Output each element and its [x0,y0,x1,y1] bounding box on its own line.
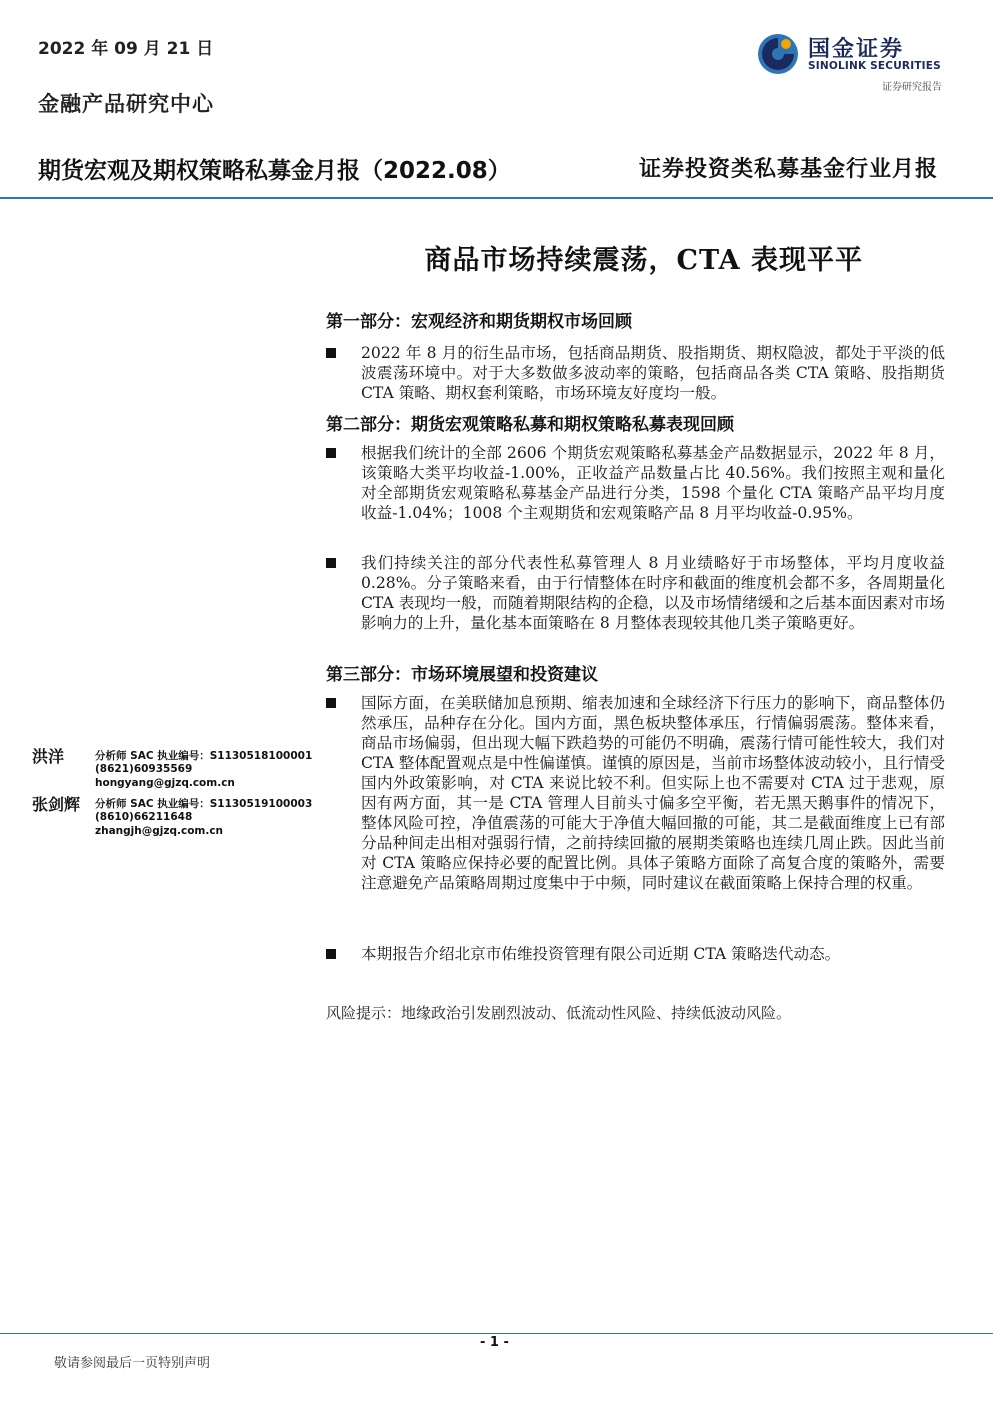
section-heading: 第二部分：期货宏观策略私募和期权策略私募表现回顾 [326,415,734,435]
analyst-email[interactable]: zhangjh@gjzq.com.cn [95,825,224,837]
bullet-square-icon [326,348,336,358]
footer-divider [0,1333,993,1334]
analyst-email[interactable]: hongyang@gjzq.com.cn [95,777,235,789]
disclaimer-note: 敬请参阅最后一页特别声明 [54,1356,211,1371]
analyst-phone: (8621)60935569 [95,763,193,775]
bullet-text: 我们持续关注的部分代表性私募管理人 8 月业绩略好于市场整体，平均月度收益 0.28%。分子策略来看，由于行情整体在时序和截面的维度机会都不多，各周期量化 CTA 表现均一般，而随着期限结构的企稳，以及市场情绪缓和之后基本面因素对市场影响力的上升，量化基本面策略在 8 月整体表现较其他几类子策略更好。 [361,554,945,632]
bullet-text: 2022 年 8 月的衍生品市场，包括商品期货、股指期货、期权隐波，都处于平淡的低波震荡环境中。对于大多数做多波动率的策略，包括商品各类 CTA 策略、股指期货 CTA 策略、期权套利策略，市场环境友好度均一般。 [361,344,945,402]
report-title: 期货宏观及期权策略私募金月报（2022.08） [38,158,511,184]
report-date: 2022 年 09 月 21 日 [38,39,214,59]
bullet-square-icon [326,698,336,708]
logo-name-en: SINOLINK SECURITIES [808,60,941,72]
report-headline: 商品市场持续震荡，CTA 表现平平 [424,245,863,276]
logo-subtitle: 证券研究报告 [882,82,942,93]
analyst-phone: (8610)66211648 [95,811,193,823]
section-heading: 第一部分：宏观经济和期货期权市场回顾 [326,312,632,332]
risk-warning: 风险提示：地缘政治引发剧烈波动、低流动性风险、持续低波动风险。 [326,1004,792,1022]
logo-name-cn: 国金证券 [808,37,905,62]
section-heading: 第三部分：市场环境展望和投资建议 [326,665,598,685]
bullet-square-icon [326,949,336,959]
bullet-text: 国际方面，在美联储加息预期、缩表加速和全球经济下行压力的影响下，商品整体仍然承压，品种存在分化。国内方面，黑色板块整体承压，行情偏弱震荡。整体来看，商品市场偏弱，但出现大幅下跌趋势的可能仍不明确，震荡行情可能性较大，我们对 CTA 整体配置观点是中性偏谨慎。谨慎的原因是，当前市场整体波动较小，且行情受国内外政策影响，对 CTA 来说比较不利。但实际上也不需要对 CTA 过于悲观，原因有两方面，其一是 CTA 管理人目前头寸偏多空平衡，若无黑天鹅事件的情况下，整体风险可控，净值震荡的可能大于净值大幅回撤的可能，其二是截面维度上已有部分品种间走出相对强弱行情，之前持续回撤的展期类策略也连续几周止跌。因此当前对 CTA 策略应保持必要的配置比例。具体子策略方面除了高复合度的策略外，需要注意避免产品策略周期过度集中于中频，同时建议在截面策略上保持合理的权重。 [361,694,945,892]
analyst-name: 张剑辉 [32,795,81,814]
analyst-cert: 分析师 SAC 执业编号：S1130518100001 [95,750,313,762]
bullet-text: 根据我们统计的全部 2606 个期货宏观策略私募基金产品数据显示，2022 年 8 月，该策略大类平均收益-1.00%，正收益产品数量占比 40.56%。我们按照主观和量化对全部期货宏观策略私募基金产品进行分类，1598 个量化 CTA 策略产品平均月度收益-1.04%；1008 个主观期货和宏观策略产品 8 月平均收益-0.95%。 [361,444,945,522]
analyst-cert: 分析师 SAC 执业编号：S1130519100003 [95,798,313,810]
bullet-text: 本期报告介绍北京市佑维投资管理有限公司近期 CTA 策略迭代动态。 [361,945,841,963]
bullet-square-icon [326,448,336,458]
research-center-label: 金融产品研究中心 [38,91,214,116]
header-divider [0,197,993,199]
bullet-square-icon [326,558,336,568]
report-category: 证券投资类私募基金行业月报 [638,156,938,182]
analyst-name: 洪洋 [32,747,65,766]
sinolink-logo-icon [756,32,800,76]
page-number: - 1 - [480,1335,509,1350]
company-logo [756,30,946,94]
